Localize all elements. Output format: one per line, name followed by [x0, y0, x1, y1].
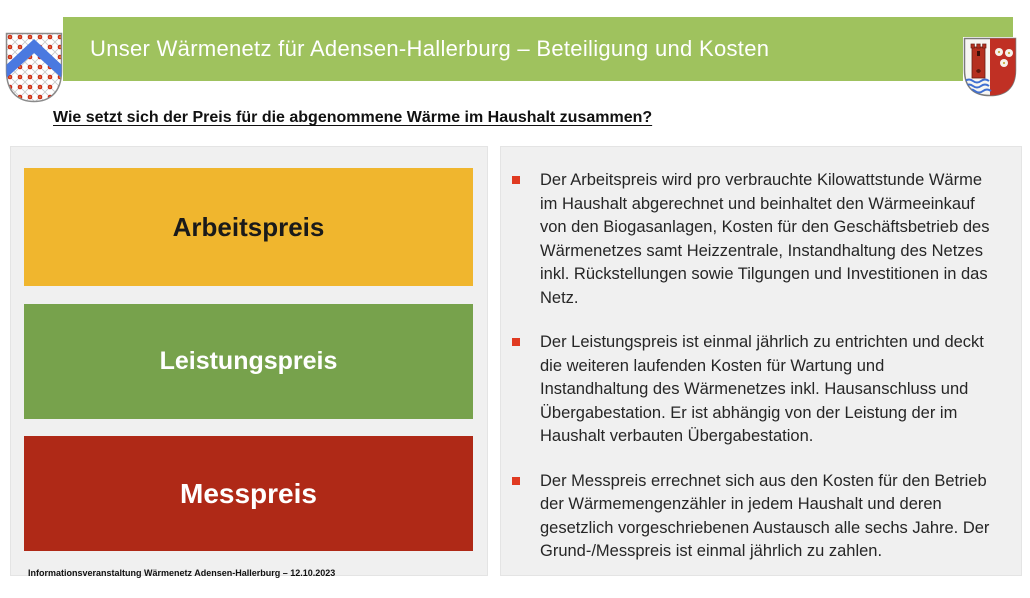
title-bar [63, 17, 1013, 81]
arbeitspreis-box: Arbeitspreis [24, 168, 473, 286]
tower [971, 44, 986, 78]
slide-title: Unser Wärmenetz für Adensen-Hallerburg – Beteiligung und Kosten [90, 36, 770, 61]
bullet-list [512, 169, 1004, 585]
leistungspreis-description: Der Leistungspreis ist einmal jährlich zu entrichten und deckt die weiteren laufenden Kosten für Wartung und Instandhaltung des Wärmenetzes inkl. Hausanschluss und Übergabestation. Er ist abhängig von der Leistung der im Haushalt verbauten Übergabestation. [540, 333, 984, 445]
messpreis-box: Messpreis [24, 436, 473, 551]
square-bullet-icon [512, 477, 520, 485]
square-bullet-icon [512, 176, 520, 184]
messpreis-description: Der Messpreis errechnet sich aus den Kosten für den Betrieb der Wärmemengenzähler in jedem Haushalt und deren gesetzlich vorgeschriebenen Austausch alle sechs Jahre. Der Grund-/Messpreis ist einmal jährlich zu zahlen. [540, 471, 990, 560]
square-bullet-icon [512, 338, 520, 346]
hallerburg-coat-of-arms-icon [963, 37, 1028, 98]
adensen-coat-of-arms-icon [5, 32, 63, 103]
list-item [512, 331, 1004, 449]
question-heading: Wie setzt sich der Preis für die abgenommene Wärme im Haushalt zusammen? [53, 109, 653, 126]
leistungspreis-box: Leistungspreis [24, 304, 473, 419]
explanations-panel [500, 146, 1022, 576]
list-item [512, 470, 1004, 564]
price-boxes-panel [10, 146, 488, 576]
footer-note: Informationsveranstaltung Wärmenetz Adensen-Hallerburg – 12.10.2023 [28, 568, 336, 578]
list-item [512, 169, 1004, 310]
arbeitspreis-description: Der Arbeitspreis wird pro verbrauchte Kilowattstunde Wärme im Haushalt abgerechnet und beinhaltet den Wärmeeinkauf von den Biogasanlagen, Kosten für den Geschäftsbetrieb des Wärmenetzes samt Heizzentrale, Instandhaltung des Netzes inkl. Rückstellungen sowie Tilgungen und Investitionen in das Netz. [540, 171, 990, 307]
